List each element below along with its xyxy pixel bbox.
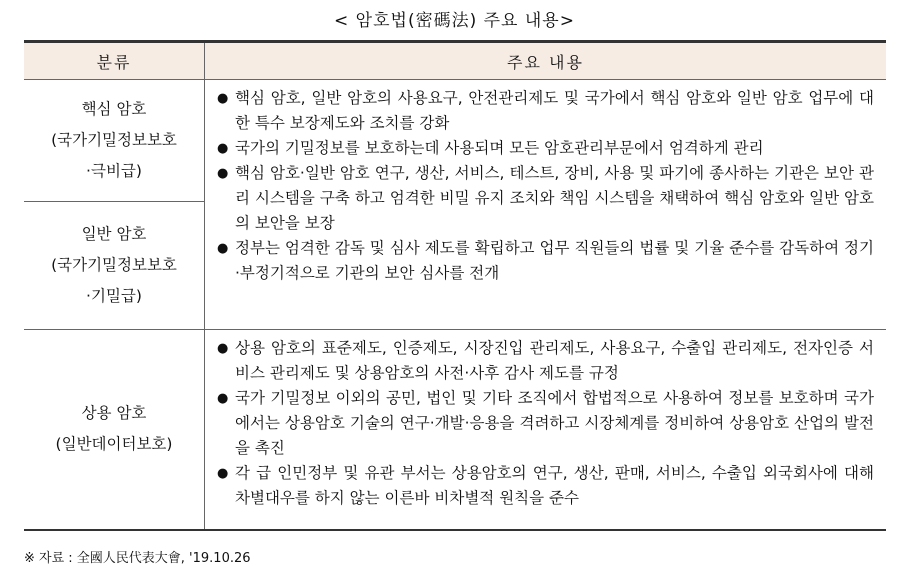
list-item-text: 각 급 인민정부 및 유관 부서는 상용암호의 연구, 생산, 판매, 서비스, 수출입 외국회사에 대해 차별대우를 하지 않는 이른바 비차별적 원칙을 준수	[235, 464, 874, 507]
shared-bullet-list	[217, 86, 874, 286]
header-category: 분류	[24, 42, 205, 80]
list-item-text: 정부는 엄격한 감독 및 심사 제도를 확립하고 업무 직원들의 법률 및 기율 준수를 감독하여 정기·부정기적으로 기관의 보안 심사를 전개	[235, 239, 874, 282]
bullet-icon: ●	[217, 391, 229, 406]
category-name: 상용 암호	[81, 404, 147, 423]
bullet-icon: ●	[217, 341, 229, 356]
list-item	[217, 136, 874, 161]
crypto-law-table	[24, 40, 886, 531]
category-name: 일반 암호	[81, 225, 147, 243]
category-cell-general	[24, 202, 205, 330]
category-level: ·기밀급)	[86, 287, 142, 305]
content-cell-shared	[205, 80, 887, 330]
category-sub: (일반데이터보호)	[55, 435, 173, 454]
document-title: < 암호법(密碼法) 주요 내용>	[334, 11, 575, 31]
source-note: ※ 자료 : 全國人民代表大會, '19.10.26	[24, 551, 251, 566]
category-sub: (국가기밀정보보호	[51, 131, 177, 149]
bullet-icon: ●	[217, 466, 229, 481]
category-cell-commercial	[24, 330, 205, 530]
category-level: ·극비급)	[86, 162, 142, 180]
list-item-text: 핵심 암호·일반 암호 연구, 생산, 서비스, 테스트, 장비, 사용 및 파기에 종사하는 기관은 보안 관리 시스템을 구축 하고 엄격한 비밀 유지 조치와 책임 시스템을 채택하여 핵심 암호와 일반 암호의 보안을 보장	[235, 164, 874, 232]
bullet-icon: ●	[217, 166, 229, 181]
category-sub: (국가기밀정보보호	[51, 256, 177, 274]
list-item-text: 상용 암호의 표준제도, 인증제도, 시장진입 관리제도, 사용요구, 수출입 관리제도, 전자인증 서비스 관리제도 및 상용암호의 사전·사후 감사 제도를 규정	[235, 339, 874, 382]
header-content: 주요 내용	[205, 42, 887, 80]
commercial-bullet-list	[217, 336, 874, 511]
table-header-row	[24, 42, 886, 80]
list-item-text: 국가 기밀정보 이외의 공민, 법인 및 기타 조직에서 합법적으로 사용하여 정보를 보호하며 국가에서는 상용암호 기술의 연구·개발·응용을 격려하고 시장체계를 정비하여 상용암호 산업의 발전을 촉진	[235, 389, 874, 457]
list-item	[217, 386, 874, 461]
list-item-text: 국가의 기밀정보를 보호하는데 사용되며 모든 암호관리부문에서 엄격하게 관리	[235, 139, 764, 157]
bullet-icon: ●	[217, 141, 229, 156]
list-item	[217, 86, 874, 136]
category-name: 핵심 암호	[81, 100, 147, 118]
list-item	[217, 336, 874, 386]
list-item	[217, 161, 874, 236]
bullet-icon: ●	[217, 241, 229, 256]
content-cell-commercial	[205, 330, 887, 530]
list-item	[217, 461, 874, 511]
table-row	[24, 80, 886, 202]
category-cell-core	[24, 80, 205, 202]
list-item	[217, 236, 874, 286]
table-row	[24, 330, 886, 530]
list-item-text: 핵심 암호, 일반 암호의 사용요구, 안전관리제도 및 국가에서 핵심 암호와 일반 암호 업무에 대한 특수 보장제도와 조치를 강화	[235, 89, 874, 132]
bullet-icon: ●	[217, 91, 229, 106]
